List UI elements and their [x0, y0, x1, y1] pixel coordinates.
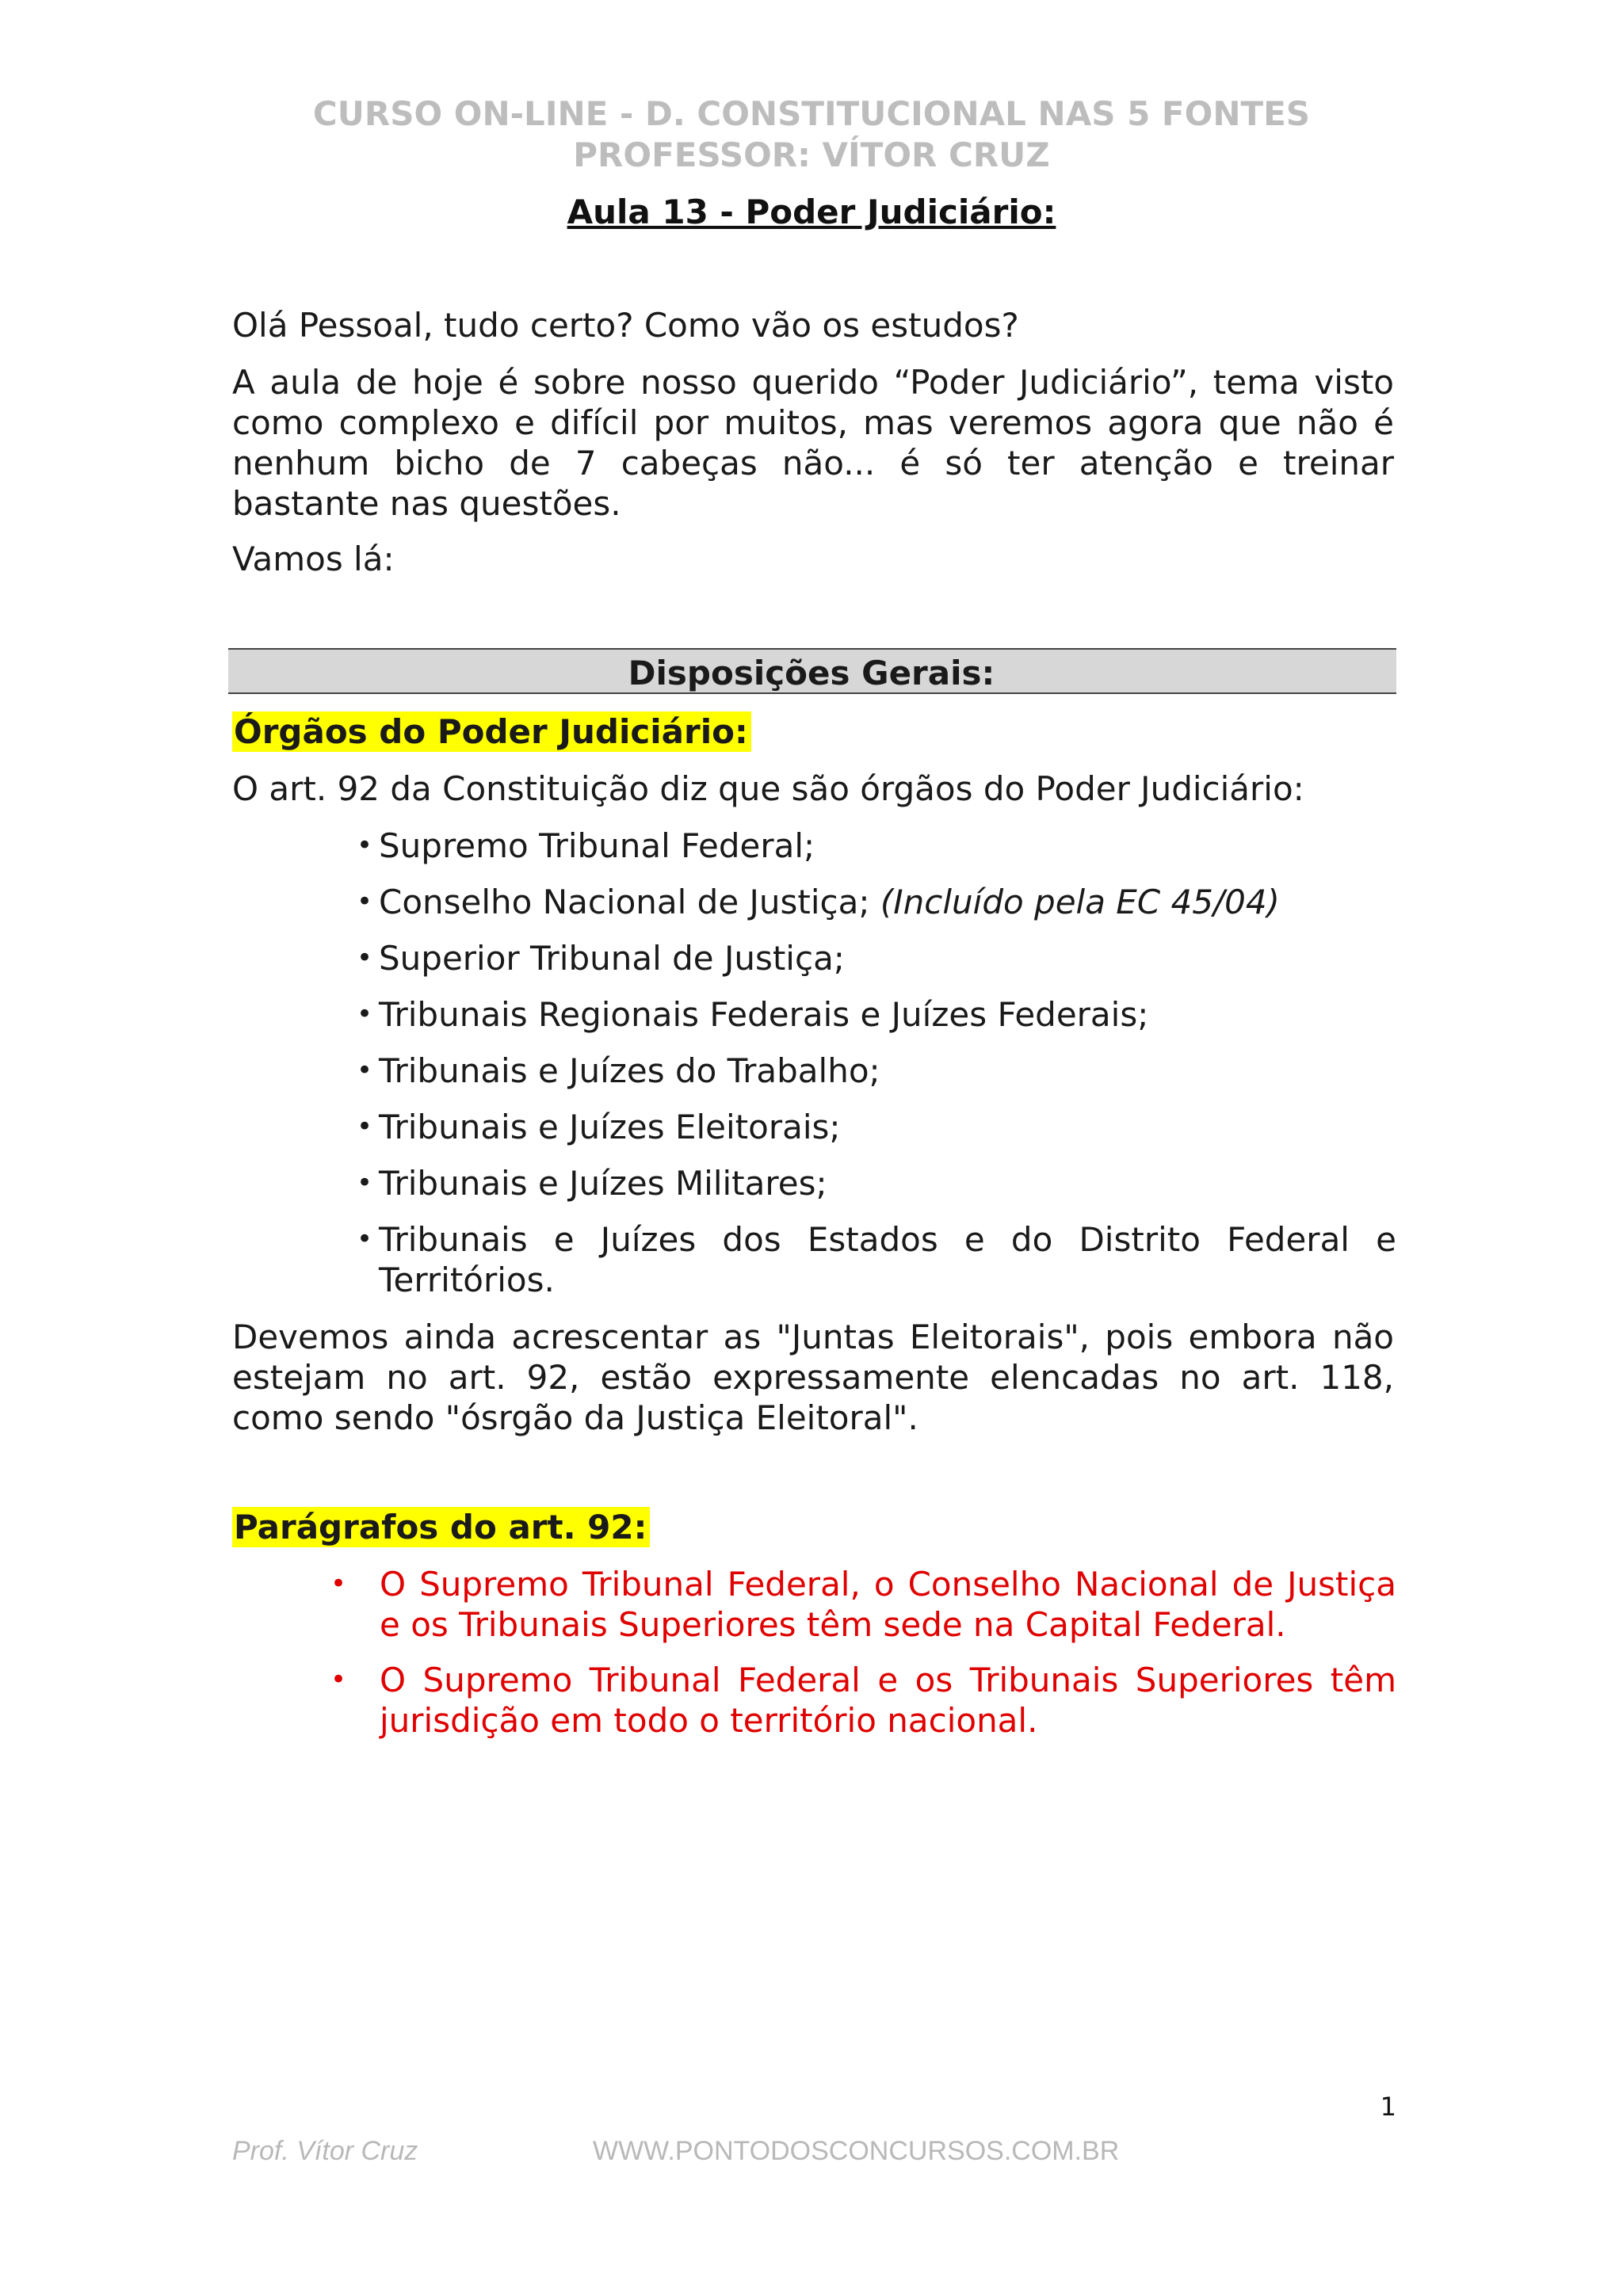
- header-professor-line: PROFESSOR: VÍTOR CRUZ: [573, 135, 1050, 174]
- orgaos-list: [357, 826, 1396, 1316]
- list-item: • O Supremo Tribunal Federal e os Tribunais Superiores têm jurisdição em todo o território nacional.: [330, 1661, 1396, 1740]
- amendment-note: (Incluído pela EC 45/04): [880, 883, 1280, 921]
- list-item: • Superior Tribunal de Justiça;: [357, 939, 845, 978]
- list-item: • Tribunais e Juízes Militares;: [357, 1164, 827, 1203]
- bullet-icon: •: [357, 1167, 373, 1199]
- list-item: • Tribunais e Juízes dos Estados e do Distrito Federal e Territórios.: [357, 1220, 1396, 1299]
- paragrafos-heading: Parágrafos do art. 92:: [232, 1507, 650, 1547]
- section-title: Disposições Gerais:: [628, 654, 995, 692]
- bullet-icon: •: [357, 942, 373, 974]
- list-item: • Tribunais e Juízes do Trabalho;: [357, 1051, 880, 1090]
- bullet-icon: •: [357, 886, 373, 917]
- page-number: 1: [1380, 2092, 1396, 2122]
- bullet-icon: •: [357, 998, 373, 1030]
- list-item: • Supremo Tribunal Federal;: [357, 826, 815, 865]
- bullet-icon: •: [357, 830, 373, 861]
- bullet-icon: •: [357, 1223, 373, 1255]
- page-header: [0, 93, 1623, 176]
- orgaos-intro: O art. 92 da Constituição diz que são órgãos do Poder Judiciário:: [232, 769, 1304, 808]
- bullet-icon: •: [357, 1111, 373, 1142]
- orgaos-heading: Órgãos do Poder Judiciário:: [232, 711, 751, 752]
- footer-url: WWW.PONTODOSCONCURSOS.COM.BR: [593, 2136, 1120, 2166]
- intro-paragraph: A aula de hoje é sobre nosso querido “Poder Judiciário”, tema visto como complexo e difícil por muitos, mas veremos agora que não é nenhum bicho de 7 cabeças não... é só ter atenção e treinar bastante nas questões.: [232, 363, 1394, 523]
- paragrafos-list: [327, 1564, 1396, 1756]
- intro-greeting: Olá Pessoal, tudo certo? Como vão os estudos?: [232, 306, 1019, 345]
- bullet-icon: •: [330, 1568, 347, 1600]
- bullet-icon: •: [330, 1664, 347, 1695]
- juntas-eleitorais-paragraph: Devemos ainda acrescentar as "Juntas Eleitorais", pois embora não estejam no art. 92, estão expressamente elencadas no art. 118, como sendo "ósrgão da Justiça Eleitoral".: [232, 1318, 1394, 1437]
- lesson-title: Aula 13 - Poder Judiciário:: [567, 193, 1056, 231]
- footer-author: Prof. Vítor Cruz: [232, 2136, 418, 2166]
- intro-lets-go: Vamos lá:: [232, 540, 395, 578]
- list-item: • O Supremo Tribunal Federal, o Conselho Nacional de Justiça e os Tribunais Superiores têm sede na Capital Federal.: [330, 1565, 1396, 1644]
- header-course-line: CURSO ON-LINE - D. CONSTITUCIONAL NAS 5 FONTES: [312, 94, 1311, 133]
- list-item: • Tribunais e Juízes Eleitorais;: [357, 1108, 841, 1146]
- bullet-icon: •: [357, 1055, 373, 1086]
- list-item: • Conselho Nacional de Justiça; (Incluído pela EC 45/04): [357, 883, 1280, 921]
- list-item: • Tribunais Regionais Federais e Juízes Federais;: [357, 995, 1149, 1034]
